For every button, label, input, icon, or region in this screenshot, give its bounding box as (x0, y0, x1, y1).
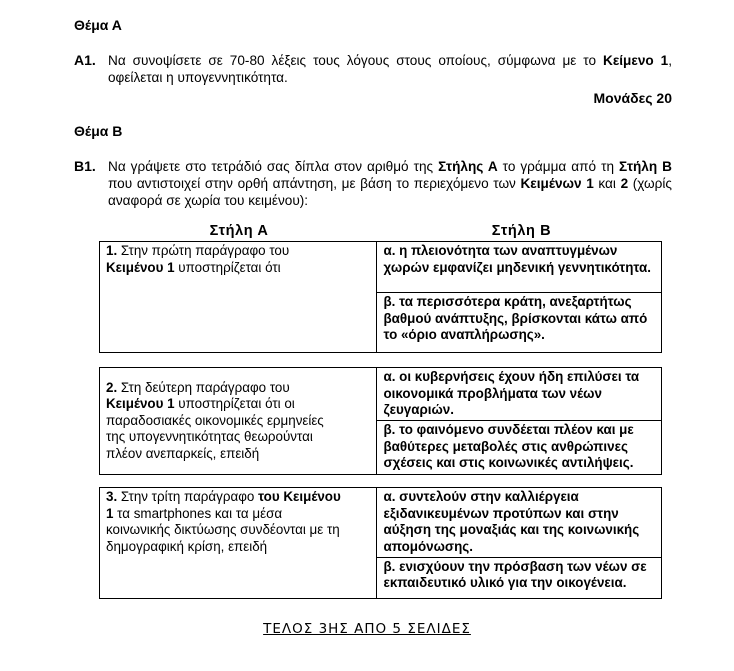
column-a-cell (100, 368, 377, 475)
column-b-header: Στήλη Β (491, 223, 552, 239)
option-letter: α. (383, 369, 396, 384)
option-text: ενισχύουν την πρόσβαση των νέων σε εκπαιδευτικό υλικό για την οικογένεια. (383, 558, 647, 591)
question-b1-text-part: που αντιστοιχεί στην ορθή απάντηση, με βάση το περιεχόμενο των (108, 176, 521, 191)
matching-row-2 (99, 367, 662, 475)
option-letter: α. (383, 489, 396, 504)
question-a1-text-part: , οφείλεται η υπογεννητικότητα. (108, 53, 673, 85)
question-b1-text-bold: 2 (620, 176, 629, 191)
column-a-number: 1. (106, 243, 118, 258)
question-b1-text-part: και (593, 176, 621, 191)
option-letter: β. (383, 294, 396, 310)
question-a1-number: Α1. (74, 52, 96, 68)
question-b1-number: Β1. (74, 158, 96, 174)
question-a1-text-bold: Κείμενο 1 (603, 53, 669, 68)
column-b-option (377, 368, 662, 421)
option-text: οι κυβερνήσεις έχουν ήδη επιλύσει τα οικονομικά προβλήματα των νέων ζευγαριών. (383, 369, 640, 417)
question-b1-text-bold: Στήλης Α (438, 159, 498, 174)
column-a-cell (100, 488, 377, 599)
column-a-header: Στήλη Α (209, 223, 269, 239)
page-footer: ΤΕΛΟΣ 3ΗΣ ΑΠΟ 5 ΣΕΛΙΔΕΣ (263, 621, 471, 637)
column-a-text: Στην τρίτη παράγραφο (117, 489, 259, 504)
column-a-text: Στην πρώτη παράγραφο του (120, 243, 290, 258)
column-b-option (377, 488, 662, 558)
question-b1-text-part: (χωρίς αναφορά σε χωρία του κειμένου): (108, 176, 672, 208)
column-b-option (377, 293, 662, 353)
column-a-number: 2. (106, 379, 118, 395)
column-a-text: υποστηρίζεται ότι οι παραδοσιακές οικονομικές ερμηνείες της υπογεννητικότητας θεωρούνται πλέον ανεπαρκείς, επειδή (106, 396, 324, 461)
question-a1-text-part: Να συνοψίσετε σε 70-80 λέξεις τους λόγους στους οποίους, σύμφωνα με το (108, 53, 604, 68)
option-letter: β. (383, 422, 396, 438)
column-b-option (377, 421, 662, 475)
option-letter: α. (383, 243, 396, 258)
column-a-text: υποστηρίζεται ότι (174, 259, 281, 275)
theme-a-heading: Θέμα Α (74, 17, 122, 33)
column-b-option (377, 242, 662, 293)
column-a-text-bold: Κειμένου 1 (106, 396, 175, 412)
question-b1-text-bold: Στήλη Β (619, 159, 672, 174)
option-text: τα περισσότερα κράτη, ανεξαρτήτως βαθμού ανάπτυξης, βρίσκονται κάτω από το «όριο αναπλήρωσης». (383, 294, 648, 343)
matching-row-1 (99, 241, 662, 353)
theme-a-marks: Μονάδες 20 (593, 90, 672, 106)
question-b1-text (108, 158, 672, 209)
option-text: το φαινόμενο συνδέεται πλέον και με βαθύτερες μεταβολές στις ανθρώπινες σχέσεις και στις κοινωνικές αντιλήψεις. (383, 422, 634, 471)
column-a-text-bold: του Κειμένου 1 (106, 489, 341, 521)
option-text: η πλειονότητα των αναπτυγμένων χωρών εμφανίζει μηδενική γεννητικότητα. (383, 243, 651, 275)
option-letter: β. (383, 558, 396, 574)
column-a-text-bold: Κειμένου 1 (106, 259, 175, 275)
column-a-number: 3. (106, 489, 118, 504)
question-b1-text-part: το γράμμα από τη (497, 159, 620, 174)
column-a-cell (100, 242, 377, 353)
option-text: συντελούν στην καλλιέργεια εξιδανικευμένων προτύπων και στην αύξηση της μοναξιάς και της κοινωνικής απομόνωσης. (383, 489, 640, 554)
question-b1-text-bold: Κειμένων 1 (520, 176, 594, 191)
theme-b-heading: Θέμα Β (74, 123, 123, 139)
question-a1-text (108, 52, 672, 86)
matching-row-3 (99, 487, 662, 599)
column-a-text: τα smartphones και τα μέσα κοινωνικής δικτύωσης συνδέονται με τη δημογραφική κρίση, επειδή (106, 505, 340, 554)
question-b1-text-part: Να γράψετε στο τετράδιό σας δίπλα στον αριθμό της (108, 159, 439, 174)
column-b-option (377, 557, 662, 598)
column-a-text: Στη δεύτερη παράγραφο του (120, 379, 290, 395)
